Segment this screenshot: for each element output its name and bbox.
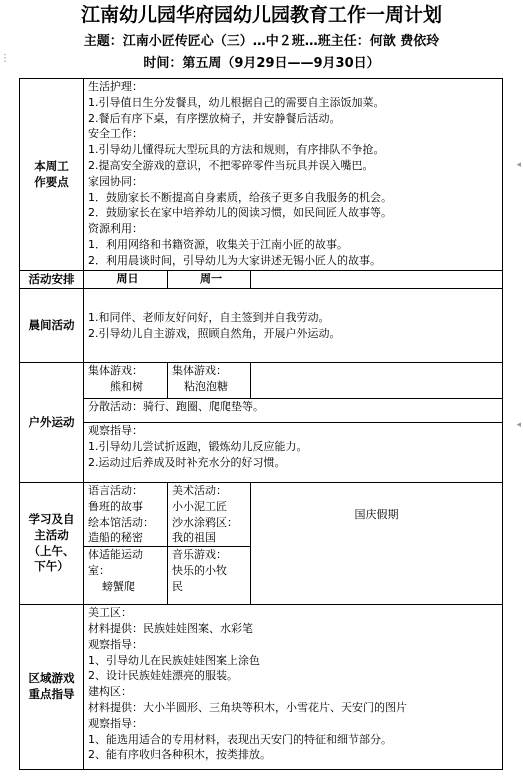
learning-activity-fitness: 体适能运动 室： 螃蟹爬 — [84, 547, 168, 605]
holiday-cell: 国庆假期 — [251, 483, 503, 605]
day-sunday: 周日 — [84, 271, 168, 289]
plan-table — [19, 78, 503, 770]
morning-row — [20, 289, 503, 363]
focus-row — [20, 79, 503, 271]
outdoor-game-2: 集体游戏： 粘泡泡糖 — [168, 363, 251, 399]
outdoor-observation: 观察指导： 1.引导幼儿尝试折返跑，锻炼幼儿反应能力。 2.运动过后养成及时补充水分的好习惯。 — [84, 423, 503, 483]
learning-activity-music: 音乐游戏： 快乐的小牧 民 — [168, 547, 251, 605]
day-monday: 周一 — [168, 271, 251, 289]
learning-activity-language: 语言活动： 鲁班的故事 绘本馆活动： 造船的秘密 — [84, 483, 168, 547]
focus-content: 生活护理： 1.引导值日生分发餐具，幼儿根据自己的需要自主添饭加菜。 2.餐后有序下桌，有序摆放椅子，并安静餐后活动。 安全工作： 1.引导幼儿懂得玩大型玩具的方法和规则，有序排队不争抢。 2.提高安全游戏的意识，不把零碎零件当玩具并误入嘴巴。 家园协同： 1．鼓励家长不断提高自身素质，给孩子更多自我服务的机会。 2．鼓励家长在家中培养幼儿的阅读习惯，如民间匠人故事等。 资源利用： 1．利用网络和书籍资源，收集关于江南小匠的故事。 2．利用晨谈时间，引导幼儿为大家讲述无锡小匠人的故事。 — [84, 79, 503, 271]
morning-label: 晨间活动 — [20, 289, 84, 363]
outdoor-game-1: 集体游戏： 熊和树 — [84, 363, 168, 399]
learning-label: 学习及自主活动（上午、下午） — [20, 483, 84, 605]
learning-activity-art: 美术活动： 小小泥工匠 沙水涂鸦区： 我的祖国 — [168, 483, 251, 547]
morning-content: 1.和同伴、老师友好问好，自主签到并自我劳动。 2.引导幼儿自主游戏，照顾自然角，开展户外运动。 — [84, 289, 503, 363]
margin-mark-icon: ⋮ — [0, 53, 10, 64]
area-content: 美工区： 材料提供：民族娃娃图案、水彩笔 观察指导： 1、引导幼儿在民族娃娃图案上涂色 2、设计民族娃娃漂亮的服装。 建构区： 材料提供：大小半圆形、三角块等积木，小雪花片、天安门的图片 观察指导： 1、能选用适合的专用材料，表现出天安门的特征和细节部分。 2、能有序收归各种积木，按类排放。 — [84, 605, 503, 770]
empty-cell — [251, 271, 503, 289]
schedule-label: 活动安排 — [20, 271, 84, 289]
scroll-marker-icon: ◂ — [516, 160, 521, 170]
focus-label: 本周工作要点 — [20, 79, 84, 271]
empty-cell — [251, 363, 503, 399]
theme-line: 主题：江南小匠传匠心（三）…中２班…班主任：何歆 费依玲 — [83, 34, 440, 49]
outdoor-games-row — [20, 363, 503, 399]
area-row — [20, 605, 503, 770]
learning-row-1 — [20, 483, 503, 547]
outdoor-label: 户外运动 — [20, 363, 84, 483]
outdoor-obs-row — [20, 423, 503, 483]
outdoor-split-row — [20, 399, 503, 423]
time-line: 时间：第五周（9月29日——9月30日） — [143, 56, 380, 71]
schedule-row — [20, 271, 503, 289]
scroll-marker-icon: ◂ — [516, 420, 521, 430]
page-title: 江南幼儿园华府园幼儿园教育工作一周计划 — [80, 4, 442, 26]
area-label: 区域游戏重点指导 — [20, 605, 84, 770]
outdoor-split: 分散活动：骑行、跑圈、爬爬垫等。 — [84, 399, 503, 423]
